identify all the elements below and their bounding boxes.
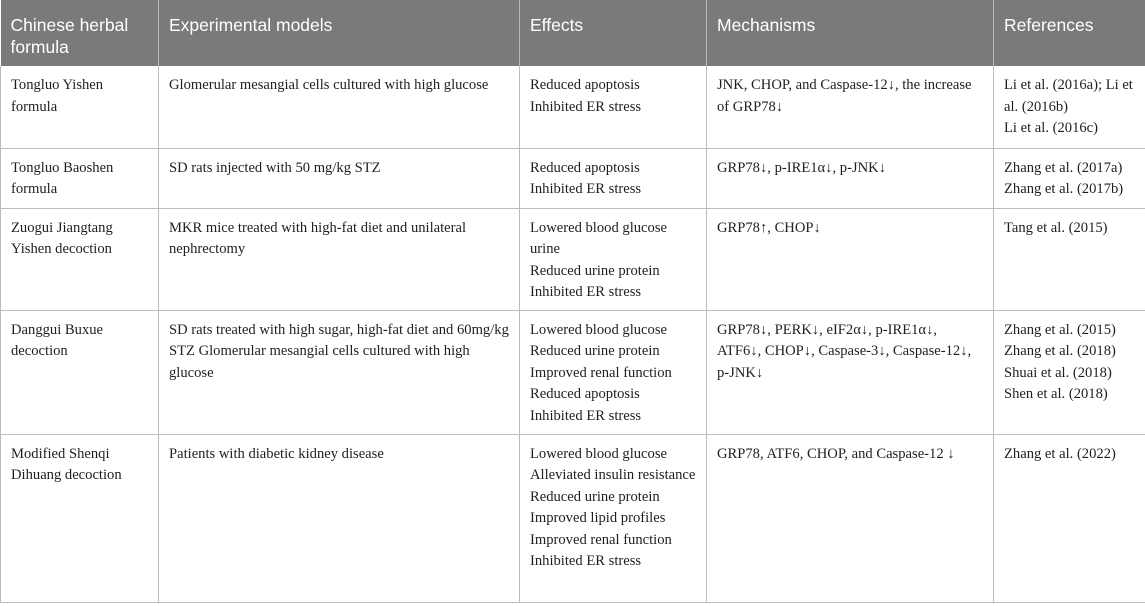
table-header [1, 0, 1145, 66]
effect-item: Reduced apoptosis [530, 159, 640, 176]
table-row [1, 310, 1145, 434]
cell-references [994, 208, 1145, 310]
cell-references [994, 148, 1145, 208]
effect-item: Reduced urine protein [530, 262, 660, 279]
cell-formula: Modified Shenqi Dihuang decoction [1, 434, 159, 602]
cell-mechanisms: GRP78↓, PERK↓, eIF2α↓, p-IRE1α↓, ATF6↓, CHOP↓, Caspase-3↓, Caspase-12↓, p-JNK↓ [707, 310, 994, 434]
cell-effects [520, 148, 707, 208]
table-row [1, 208, 1145, 310]
table-body [1, 66, 1145, 602]
effect-item: Inhibited ER stress [530, 407, 642, 424]
cell-effects [520, 434, 707, 602]
effect-item: Reduced urine protein [530, 343, 660, 359]
effect-item: Lowered blood glucose [530, 445, 667, 462]
header-row [1, 0, 1145, 66]
header-effects: Effects [520, 0, 707, 66]
reference-item: Tang et al. (2015) [1004, 219, 1108, 236]
table-row [1, 148, 1145, 208]
reference-item: Zhang et al. (2017a) [1004, 159, 1123, 176]
reference-item: Li et al. (2016a); Li et al. (2016b) [1004, 77, 1133, 115]
cell-effects [520, 310, 707, 434]
header-models: Experimental models [159, 0, 520, 66]
reference-item: Shen et al. (2018) [1004, 386, 1108, 402]
header-mechanisms: Mechanisms [707, 0, 994, 66]
effect-item: Reduced apoptosis [530, 77, 640, 93]
header-formula: Chinese herbal formula [1, 0, 159, 66]
cell-models: SD rats injected with 50 mg/kg STZ [159, 148, 520, 208]
effect-item: Inhibited ER stress [530, 181, 642, 197]
cell-effects [520, 66, 707, 148]
cell-models: SD rats treated with high sugar, high-fat diet and 60mg/kg STZ Glomerular mesangial cells cultured with high glucose [159, 310, 520, 434]
cell-formula: Danggui Buxue decoction [1, 310, 159, 434]
cell-effects [520, 208, 707, 310]
cell-formula: Tongluo Yishen formula [1, 66, 159, 148]
effect-item: Inhibited ER stress [530, 553, 642, 569]
effect-item: Lowered blood glucose urine [530, 219, 667, 257]
cell-models: Patients with diabetic kidney disease [159, 434, 520, 602]
effect-item: Inhibited ER stress [530, 98, 642, 115]
reference-item: Zhang et al. (2018) [1004, 343, 1116, 359]
cell-mechanisms: GRP78↑, CHOP↓ [707, 208, 994, 310]
effect-item: Reduced apoptosis [530, 386, 640, 402]
effect-item: Alleviated insulin resistance [530, 467, 696, 483]
header-references: References [994, 0, 1145, 66]
table-row [1, 434, 1145, 602]
cell-formula: Tongluo Baoshen formula [1, 148, 159, 208]
effect-item: Lowered blood glucose [530, 321, 667, 338]
cell-models: MKR mice treated with high-fat diet and unilateral nephrectomy [159, 208, 520, 310]
cell-mechanisms: GRP78, ATF6, CHOP, and Caspase-12 ↓ [707, 434, 994, 602]
cell-references [994, 66, 1145, 148]
cell-references [994, 310, 1145, 434]
cell-mechanisms: JNK, CHOP, and Caspase-12↓, the increase of GRP78↓ [707, 66, 994, 148]
reference-item: Li et al. (2016c) [1004, 120, 1099, 136]
effect-item: Improved renal function [530, 364, 672, 381]
cell-references [994, 434, 1145, 602]
reference-item: Zhang et al. (2022) [1004, 445, 1116, 462]
effect-item: Improved lipid profiles [530, 510, 666, 526]
cell-models: Glomerular mesangial cells cultured with high glucose [159, 66, 520, 148]
effect-item: Inhibited ER stress [530, 284, 642, 300]
table-row [1, 66, 1145, 148]
effect-item: Improved renal function [530, 531, 672, 548]
reference-item: Zhang et al. (2015) [1004, 321, 1116, 338]
cell-formula: Zuogui Jiangtang Yishen decoction [1, 208, 159, 310]
reference-item: Shuai et al. (2018) [1004, 364, 1112, 381]
cell-mechanisms: GRP78↓, p-IRE1α↓, p-JNK↓ [707, 148, 994, 208]
effect-item: Reduced urine protein [530, 488, 660, 505]
reference-item: Zhang et al. (2017b) [1004, 181, 1124, 197]
